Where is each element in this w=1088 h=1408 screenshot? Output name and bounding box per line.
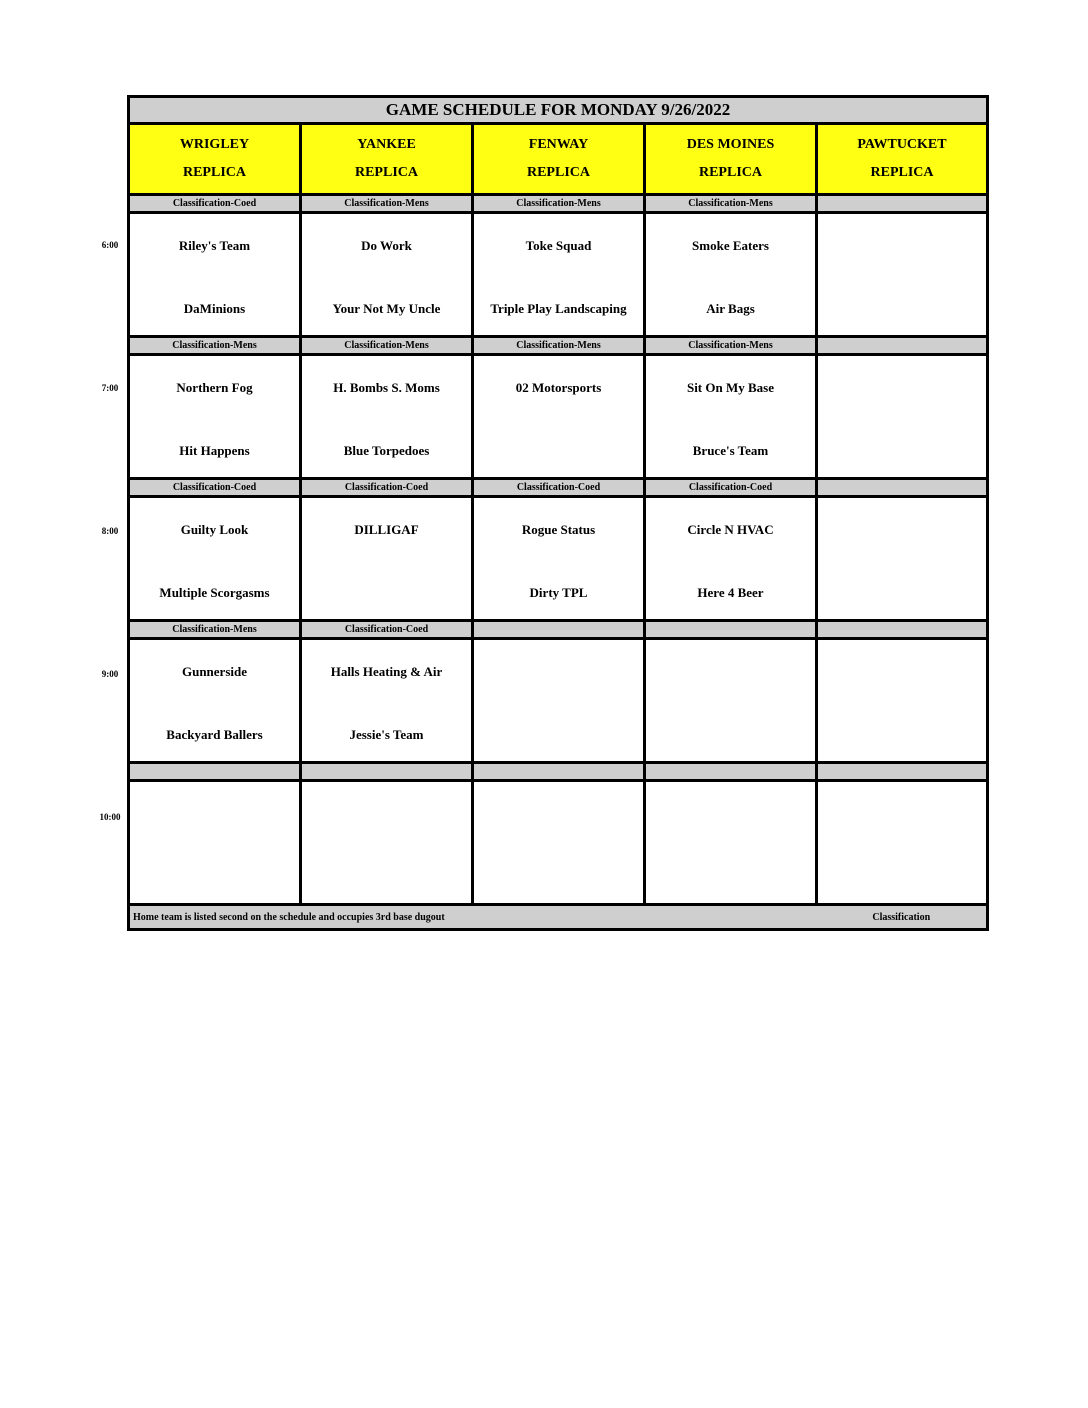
- classification-label: [301, 763, 473, 781]
- game-row-7: [129, 355, 988, 479]
- field-name: DES MOINES: [686, 137, 775, 152]
- field-header-row: [129, 124, 988, 195]
- time-label-10: 10:00: [99, 812, 121, 822]
- classification-label: Classification-Coed: [301, 621, 473, 639]
- game-cell: [645, 781, 817, 905]
- away-team: Gunnerside: [181, 664, 247, 679]
- field-sub: REPLICA: [182, 165, 246, 180]
- away-team: H. Bombs S. Moms: [333, 380, 440, 395]
- home-team: Here 4 Beer: [697, 585, 764, 600]
- game-cell: [817, 781, 988, 905]
- game-cell: [301, 355, 473, 479]
- field-header-pawtucket: [817, 124, 988, 195]
- home-team: Multiple Scorgasms: [159, 585, 270, 600]
- classification-label: [473, 621, 645, 639]
- field-name: PAWTUCKET: [857, 137, 947, 152]
- class-row-8: [129, 479, 988, 497]
- home-team: Hit Happens: [179, 443, 250, 458]
- away-team: Rogue Status: [521, 522, 596, 537]
- classification-label: [817, 195, 988, 213]
- game-cell: [473, 497, 645, 621]
- classification-legend: Classification: [817, 905, 988, 930]
- classification-label: Classification-Mens: [645, 337, 817, 355]
- away-team: Smoke Eaters: [692, 238, 769, 253]
- away-team: Halls Heating & Air: [330, 664, 443, 679]
- game-cell: [473, 213, 645, 337]
- time-label-8: 8:00: [101, 526, 119, 536]
- classification-label: [473, 763, 645, 781]
- field-name: YANKEE: [357, 137, 416, 152]
- game-cell: [645, 213, 817, 337]
- class-row-9: [129, 621, 988, 639]
- game-cell: [473, 639, 645, 763]
- classification-label: Classification-Coed: [129, 479, 301, 497]
- game-cell: [817, 213, 988, 337]
- field-sub: REPLICA: [698, 165, 762, 180]
- home-team: DaMinions: [183, 301, 246, 316]
- field-name: FENWAY: [528, 137, 589, 152]
- field-header-yankee: [301, 124, 473, 195]
- footer-row: [129, 905, 988, 930]
- away-team: Northern Fog: [176, 380, 253, 395]
- classification-label: [645, 621, 817, 639]
- classification-label: Classification-Mens: [301, 337, 473, 355]
- away-team: Toke Squad: [525, 238, 592, 253]
- away-team: Do Work: [361, 238, 412, 253]
- home-team: Your Not My Uncle: [332, 301, 441, 316]
- away-team: Riley's Team: [178, 238, 251, 253]
- field-name: WRIGLEY: [179, 137, 250, 152]
- game-cell: [817, 497, 988, 621]
- game-cell: [817, 639, 988, 763]
- field-header-wrigley: [129, 124, 301, 195]
- field-header-des-moines: [645, 124, 817, 195]
- game-cell: [473, 355, 645, 479]
- game-row-10: [129, 781, 988, 905]
- classification-label: [817, 337, 988, 355]
- field-sub: REPLICA: [526, 165, 590, 180]
- schedule-sheet: [127, 95, 989, 931]
- page-title: GAME SCHEDULE FOR MONDAY 9/26/2022: [129, 97, 988, 124]
- game-cell: [645, 497, 817, 621]
- classification-label: Classification-Mens: [473, 337, 645, 355]
- classification-label: [129, 763, 301, 781]
- game-cell: [129, 355, 301, 479]
- field-sub: REPLICA: [870, 165, 934, 180]
- game-cell: [817, 355, 988, 479]
- home-team-note: Home team is listed second on the schedule and occupies 3rd base dugout: [129, 905, 817, 930]
- classification-label: Classification-Coed: [301, 479, 473, 497]
- classification-label: Classification-Mens: [473, 195, 645, 213]
- game-row-8: [129, 497, 988, 621]
- home-team: Air Bags: [706, 301, 755, 316]
- classification-label: Classification-Mens: [129, 621, 301, 639]
- home-team: Backyard Ballers: [166, 727, 263, 742]
- game-cell: [129, 639, 301, 763]
- away-team: 02 Motorsports: [515, 380, 602, 395]
- classification-label: [817, 479, 988, 497]
- classification-label: Classification-Mens: [301, 195, 473, 213]
- time-label-6: 6:00: [101, 240, 119, 250]
- away-team: DILLIGAF: [354, 522, 419, 537]
- game-row-6: [129, 213, 988, 337]
- game-cell: [301, 497, 473, 621]
- classification-label: Classification-Mens: [129, 337, 301, 355]
- field-sub: REPLICA: [354, 165, 418, 180]
- home-team: Blue Torpedoes: [343, 443, 430, 458]
- game-row-9: [129, 639, 988, 763]
- schedule-table: [127, 95, 989, 931]
- classification-label: [817, 763, 988, 781]
- class-row-6: [129, 195, 988, 213]
- classification-label: [645, 763, 817, 781]
- away-team: Guilty Look: [180, 522, 249, 537]
- field-header-fenway: [473, 124, 645, 195]
- classification-label: Classification-Mens: [645, 195, 817, 213]
- game-cell: [129, 213, 301, 337]
- home-team: Jessie's Team: [349, 727, 424, 742]
- classification-label: [817, 621, 988, 639]
- game-cell: [129, 781, 301, 905]
- game-cell: [301, 213, 473, 337]
- game-cell: [129, 497, 301, 621]
- home-team: Dirty TPL: [529, 585, 588, 600]
- game-cell: [301, 781, 473, 905]
- classification-label: Classification-Coed: [129, 195, 301, 213]
- game-cell: [301, 639, 473, 763]
- classification-label: Classification-Coed: [645, 479, 817, 497]
- home-team: Bruce's Team: [692, 443, 769, 458]
- time-label-7: 7:00: [101, 383, 119, 393]
- game-cell: [645, 639, 817, 763]
- away-team: Sit On My Base: [686, 380, 775, 395]
- game-cell: [473, 781, 645, 905]
- class-row-7: [129, 337, 988, 355]
- game-cell: [645, 355, 817, 479]
- time-label-9: 9:00: [101, 669, 119, 679]
- classification-label: Classification-Coed: [473, 479, 645, 497]
- away-team: Circle N HVAC: [687, 522, 774, 537]
- home-team: Triple Play Landscaping: [490, 301, 627, 316]
- class-row-10: [129, 763, 988, 781]
